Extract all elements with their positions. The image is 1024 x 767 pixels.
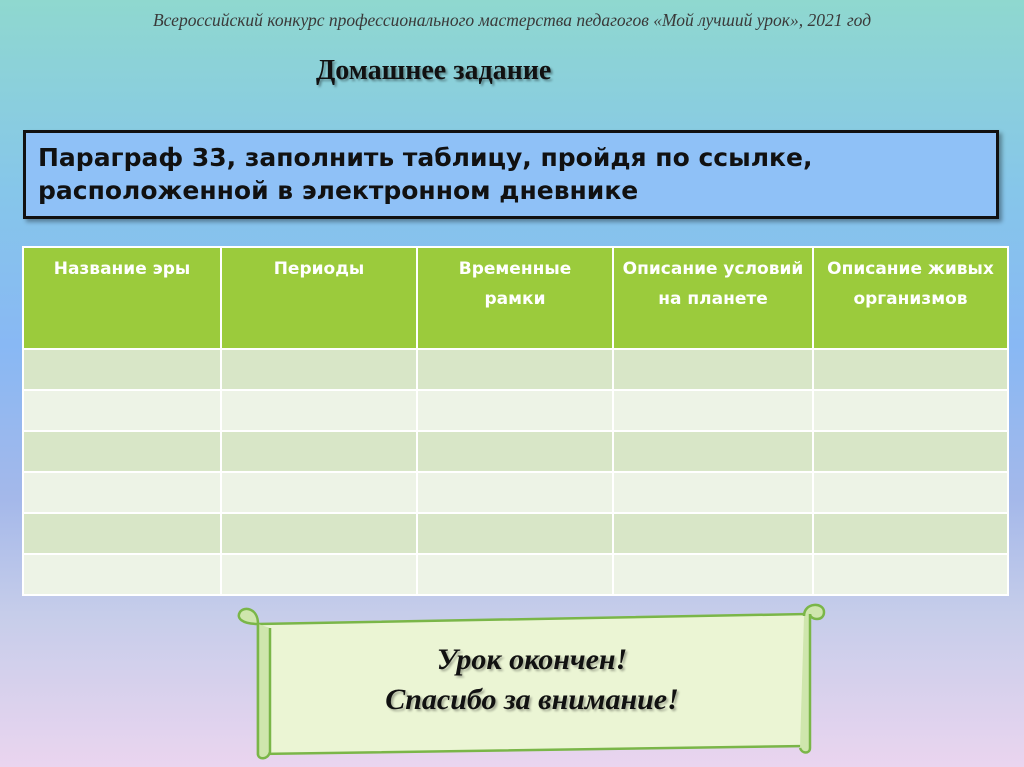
table-cell [417, 554, 613, 595]
scroll-line-end: Урок окончен! [436, 643, 628, 676]
table-cell [813, 349, 1008, 390]
table-cell [813, 554, 1008, 595]
task-box [23, 130, 999, 219]
col-header-time-frame: Временные рамки [417, 247, 613, 349]
page-title: Домашнее задание [316, 55, 552, 86]
col-header-periods: Периоды [221, 247, 417, 349]
table-row [23, 349, 1008, 390]
table-header-row [23, 247, 1008, 349]
table-cell [613, 554, 813, 595]
table-cell [417, 431, 613, 472]
table-cell [613, 390, 813, 431]
col-header-era-name: Название эры [23, 247, 221, 349]
scroll-message [258, 640, 806, 720]
table-row [23, 431, 1008, 472]
table-cell [221, 390, 417, 431]
table-cell [813, 472, 1008, 513]
scroll-line-thanks: Спасибо за внимание! [385, 683, 679, 716]
table-cell [613, 349, 813, 390]
table-cell [221, 554, 417, 595]
table-cell [221, 431, 417, 472]
table-cell [23, 390, 221, 431]
task-text: Параграф 33, заполнить таблицу, пройдя по ссылке, расположенной в электронном дневнике [38, 143, 813, 205]
table-cell [23, 513, 221, 554]
table-cell [23, 431, 221, 472]
table-cell [23, 554, 221, 595]
table-cell [813, 513, 1008, 554]
table-cell [417, 390, 613, 431]
table-cell [813, 390, 1008, 431]
table-cell [613, 431, 813, 472]
table-row [23, 390, 1008, 431]
table-cell [613, 513, 813, 554]
table-row [23, 513, 1008, 554]
table-cell [221, 472, 417, 513]
table-cell [613, 472, 813, 513]
era-table [22, 246, 1009, 596]
table-row [23, 472, 1008, 513]
table-cell [221, 349, 417, 390]
table-cell [23, 349, 221, 390]
table-cell [417, 513, 613, 554]
table-cell [417, 472, 613, 513]
table-cell [417, 349, 613, 390]
table-cell [221, 513, 417, 554]
col-header-planet-conditions: Описание условий на планете [613, 247, 813, 349]
col-header-living-organisms: Описание живых организмов [813, 247, 1008, 349]
contest-header: Всероссийский конкурс профессионального мастерства педагогов «Мой лучший урок», 2021 год [152, 10, 872, 30]
table-cell [23, 472, 221, 513]
table-row [23, 554, 1008, 595]
table-cell [813, 431, 1008, 472]
